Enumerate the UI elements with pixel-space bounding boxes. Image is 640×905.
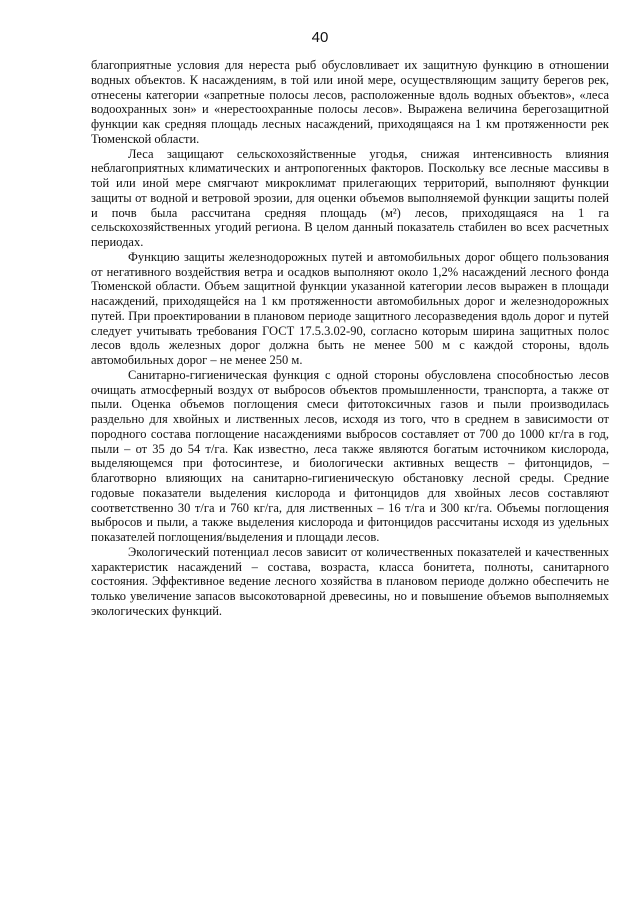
paragraph-river-protection: благоприятные условия для нереста рыб обусловливает их защитную функцию в отношении водных объектов. К насаждениям, в той или иной мере, осуществляющим защиту берегов рек, отнесены категории «запретные полосы лесов, расположенные вдоль водных объектов», «леса водоохранных зон» и «нерестоохранные полосы лесов». Выражена величина берегозащитной функции как средняя площадь лесных насаждений, приходящаяся на 1 км протяженности рек Тюменской области. (91, 58, 609, 146)
paragraph-road-protection: Функцию защиты железнодорожных путей и автомобильных дорог общего пользования от негативного воздействия ветра и осадков выполняют около 1,2% насаждений лесного фонда Тюменской области. Объем защитной функции указанной категории лесов выражен в площади насаждений, приходящейся на 1 км протяженности автомобильных дорог и железнодорожных путей. При проектировании в плановом периоде защитного лесоразведения вдоль дорог и путей следует учитывать требования ГОСТ 17.5.3.02-90, согласно которым ширина защитных полос лесов вдоль железных дорог должна быть не менее 500 м с каждой стороны, вдоль автомобильных дорог – не менее 250 м. (91, 249, 609, 367)
document-body (91, 58, 609, 619)
page-number: 40 (311, 29, 329, 46)
paragraph-field-protection: Леса защищают сельскохозяйственные угодья, снижая интенсивность влияния неблагоприятных климатических и антропогенных факторов. Поскольку все лесные массивы в той или иной мере смягчают микроклимат прилегающих территорий, выполняют функции защиты от водной и ветровой эрозии, для оценки объемов выполняемой функции защиты полей и почв была рассчитана средняя площадь (м²) лесов, приходящаяся на 1 га сельскохозяйственных угодий региона. В целом данный показатель стабилен во всех расчетных периодах. (91, 146, 609, 249)
paragraph-sanitary-function: Санитарно-гигиеническая функция с одной стороны обусловлена способностью лесов очищать атмосферный воздух от выбросов объектов промышленности, транспорта, а также от пыли. Оценка объемов поглощения смеси фитотоксичных газов и пыли производилась раздельно для хвойных и лиственных лесов, исходя из того, что в среднем в зависимости от породного состава поглощение насаждениями выбросов составляет от 700 до 1000 кг/га в год, пыли – от 35 до 54 т/га. Как известно, леса также являются богатым источником кислорода, выделяющемся при фотосинтезе, и биологически активных веществ – фитонцидов, – благотворно влияющих на санитарно-гигиеническую обстановку лесной среды. Средние годовые показатели выделения кислорода и фитонцидов для хвойных лесов составляют соответственно 30 т/га и 760 кг/га, для лиственных – 16 т/га и 300 кг/га. Объемы поглощения выбросов и пыли, а также выделения кислорода и фитонцидов рассчитаны исходя из удельных показателей поглощения/выделения и площади лесов. (91, 367, 609, 544)
paragraph-ecological-potential: Экологический потенциал лесов зависит от количественных показателей и качественных характеристик насаждений – состава, возраста, класса бонитета, полноты, санитарного состояния. Эффективное ведение лесного хозяйства в плановом периоде должно обеспечить не только увеличение запасов высокотоварной древесины, но и повышение объемов выполняемых экологических функций. (91, 544, 609, 618)
